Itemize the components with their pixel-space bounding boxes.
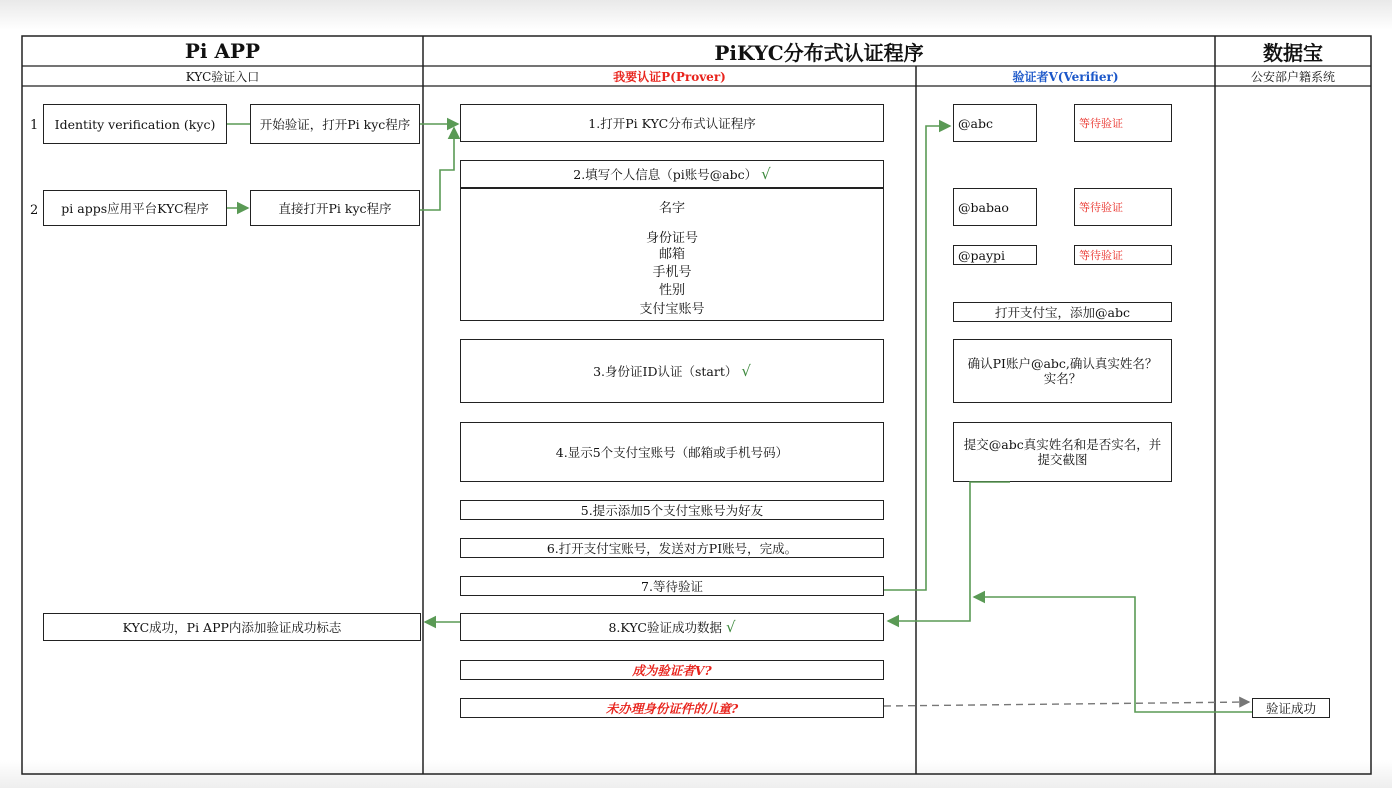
step-2-label: 2.填写个人信息（pi账号@abc） — [573, 166, 758, 182]
field-gender: 性别 — [658, 283, 685, 298]
verification-success-box: 验证成功 — [1252, 698, 1330, 718]
field-phone: 手机号 — [652, 265, 692, 280]
arrow-step7-to-verifier — [884, 126, 950, 590]
submit-real-name-box[interactable]: 提交@abc真实姓名和是否实名，并提交截图 — [953, 422, 1172, 482]
start-verification-box[interactable]: 开始验证，打开Pi kyc程序 — [250, 104, 420, 144]
step-4-box[interactable]: 4.显示5个支付宝账号（邮箱或手机号码） — [460, 422, 884, 482]
prover-subtitle: 我要认证P(Prover) — [613, 69, 726, 84]
account-paypi[interactable]: @paypi — [953, 245, 1037, 265]
step-8-label: 8.KYC验证成功数据 — [608, 619, 722, 635]
pi-app-title: Pi APP — [184, 39, 261, 63]
step-3-label: 3.身份证ID认证（start） — [593, 363, 738, 379]
open-alipay-add-box[interactable]: 打开支付宝，添加@abc — [953, 302, 1172, 322]
arrow-databao-to-verifier — [974, 597, 1252, 712]
confirm-real-name-box[interactable]: 确认PI账户@abc,确认真实姓名？实名？ — [953, 339, 1172, 403]
become-verifier-question[interactable]: 成为验证者V? — [460, 660, 884, 680]
check-icon: √ — [725, 617, 736, 636]
row-number-2: 2 — [30, 203, 39, 218]
field-alipay-account: 支付宝账号 — [639, 302, 705, 317]
field-id-number: 身份证号 — [645, 231, 698, 246]
check-icon: √ — [741, 361, 751, 380]
step-5-box[interactable]: 5.提示添加5个支付宝账号为好友 — [460, 500, 884, 520]
step-1-box[interactable]: 1.打开Pi KYC分布式认证程序 — [460, 104, 884, 142]
dashed-arrow-to-databao — [884, 702, 1249, 706]
status-babao: 等待验证 — [1074, 188, 1172, 226]
open-kyc-box[interactable]: 直接打开Pi kyc程序 — [250, 190, 420, 226]
identity-verification-box[interactable]: Identity verification (kyc) — [43, 104, 227, 144]
row-number-1: 1 — [30, 118, 39, 133]
account-abc[interactable]: @abc — [953, 104, 1037, 142]
pi-app-subtitle: KYC验证入口 — [185, 69, 260, 84]
check-icon: √ — [761, 164, 771, 183]
field-email: 邮箱 — [658, 247, 685, 262]
arrow-row2-to-step1 — [420, 128, 454, 210]
pikyc-title: PiKYC分布式认证程序 — [714, 40, 924, 65]
field-name: 名字 — [658, 201, 685, 216]
status-abc: 等待验证 — [1074, 104, 1172, 142]
step-7-box[interactable]: 7.等待验证 — [460, 576, 884, 596]
databao-title: 数据宝 — [1263, 40, 1323, 65]
children-without-id-question[interactable]: 未办理身份证件的儿童? — [460, 698, 884, 718]
kyc-success-box: KYC成功，Pi APP内添加验证成功标志 — [43, 613, 421, 641]
account-babao[interactable]: @babao — [953, 188, 1037, 226]
databao-subtitle: 公安部户籍系统 — [1250, 69, 1335, 84]
verifier-subtitle: 验证者V(Verifier) — [1012, 69, 1119, 84]
status-paypi: 等待验证 — [1074, 245, 1172, 265]
step-6-box[interactable]: 6.打开支付宝账号，发送对方PI账号，完成。 — [460, 538, 884, 558]
pi-apps-kyc-box[interactable]: pi apps应用平台KYC程序 — [43, 190, 227, 226]
arrow-verifier-to-step8 — [888, 482, 1010, 621]
